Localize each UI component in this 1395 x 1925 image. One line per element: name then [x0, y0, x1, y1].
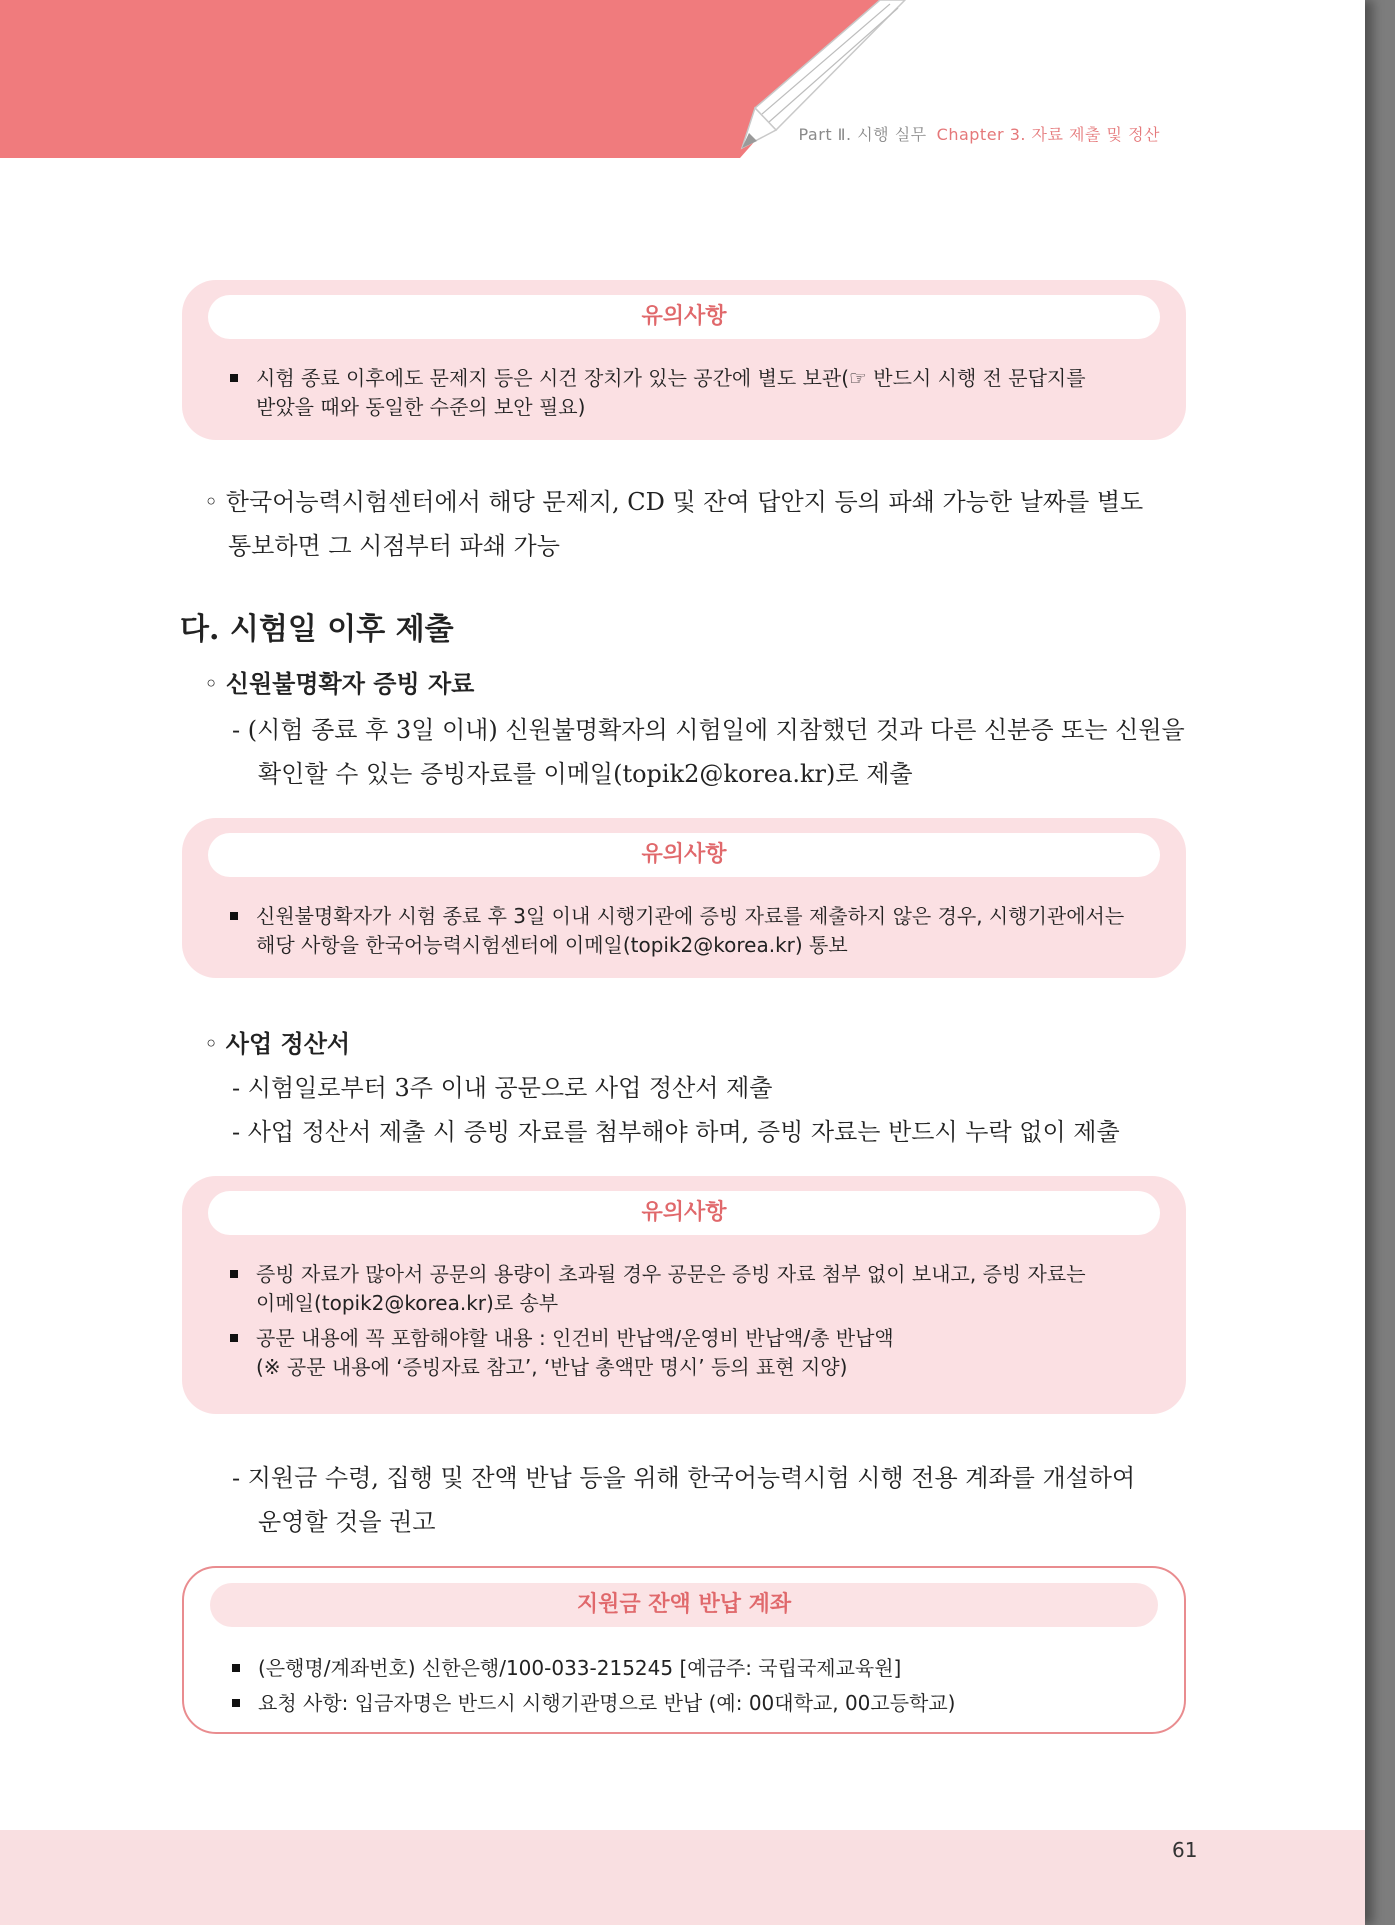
notice-line: 이메일(topik2@korea.kr)로 송부 — [256, 1291, 559, 1315]
account-line: (은행명/계좌번호) 신한은행/100-033-215245 [예금주: 국립국제교육원] — [258, 1656, 902, 1680]
dash-marker: - — [232, 1464, 241, 1492]
paragraph-account — [232, 1456, 1135, 1500]
item-settlement-line1 — [232, 1066, 772, 1110]
notice-box-1 — [182, 280, 1186, 440]
header-part: Part Ⅱ. 시행 실무 — [798, 125, 927, 144]
account-line: 요청 사항: 입금자명은 반드시 시행기관명으로 반납 (예: 00대학교, 00고등학교) — [258, 1691, 956, 1715]
paragraph-line: 시험일로부터 3주 이내 공문으로 사업 정산서 제출 — [247, 1074, 773, 1102]
notice-title: 유의사항 — [208, 833, 1160, 877]
paragraph-line: (시험 종료 후 3일 이내) 신원불명확자의 시험일에 지참했던 것과 다른 신분증 또는 신원을 — [247, 716, 1185, 744]
notice-item — [230, 1260, 1162, 1318]
square-bullet-icon — [232, 1699, 240, 1707]
circle-bullet-icon: ◦ — [204, 670, 219, 698]
header-chapter: Chapter 3. 자료 제출 및 정산 — [936, 125, 1160, 144]
notice-list — [230, 1260, 1162, 1382]
item-settlement-line2 — [232, 1110, 1120, 1154]
item-identity-line1 — [232, 708, 1185, 752]
paragraph-shredding-cont: 통보하면 그 시점부터 파쇄 가능 — [228, 532, 560, 560]
notice-line: 증빙 자료가 많아서 공문의 용량이 초과될 경우 공문은 증빙 자료 첨부 없이 보내고, 증빙 자료는 — [256, 1262, 1086, 1286]
dash-marker: - — [232, 1118, 241, 1146]
dash-marker: - — [232, 1074, 241, 1102]
paragraph-account-cont: 운영할 것을 권고 — [258, 1508, 436, 1536]
notice-item — [230, 364, 1162, 422]
square-bullet-icon — [230, 374, 238, 382]
square-bullet-icon — [230, 1334, 238, 1342]
paragraph-shredding — [204, 480, 1143, 524]
account-item — [232, 1654, 1160, 1683]
footer-band — [0, 1830, 1365, 1925]
circle-bullet-icon: ◦ — [204, 488, 219, 516]
header-band — [0, 0, 1365, 160]
dash-marker: - — [232, 716, 241, 744]
account-list — [232, 1654, 1160, 1718]
notice-line: 받았을 때와 동일한 수준의 보안 필요) — [256, 395, 586, 419]
notice-line: (※ 공문 내용에 ‘증빙자료 참고’, ‘반납 총액만 명시’ 등의 표현 지양) — [256, 1355, 848, 1379]
notice-item — [230, 902, 1162, 960]
notice-item — [230, 1324, 1162, 1382]
running-header — [799, 122, 1161, 145]
notice-box-2 — [182, 818, 1186, 978]
item-identity-heading — [204, 662, 474, 706]
paragraph-line: 사업 정산서 제출 시 증빙 자료를 첨부해야 하며, 증빙 자료는 반드시 누락 없이 제출 — [247, 1118, 1120, 1146]
item-title: 신원불명확자 증빙 자료 — [225, 669, 475, 698]
section-heading: 다. 시험일 이후 제출 — [180, 612, 454, 647]
circle-bullet-icon: ◦ — [204, 1030, 219, 1058]
paragraph-line: 지원금 수령, 집행 및 잔액 반납 등을 위해 한국어능력시험 시행 전용 계좌를 개설하여 — [247, 1464, 1136, 1492]
square-bullet-icon — [230, 912, 238, 920]
notice-list — [230, 364, 1162, 422]
notice-line: 공문 내용에 꼭 포함해야할 내용 : 인건비 반납액/운영비 반납액/총 반납액 — [256, 1326, 894, 1350]
square-bullet-icon — [232, 1664, 240, 1672]
page-number: 61 — [1172, 1838, 1198, 1862]
account-box — [182, 1566, 1186, 1734]
item-settlement-heading — [204, 1022, 350, 1066]
notice-title: 유의사항 — [208, 1191, 1160, 1235]
item-identity-line2: 확인할 수 있는 증빙자료를 이메일(topik2@korea.kr)로 제출 — [258, 760, 913, 788]
item-title: 사업 정산서 — [225, 1029, 351, 1058]
account-item — [232, 1689, 1160, 1718]
notice-list — [230, 902, 1162, 960]
notice-line: 해당 사항을 한국어능력시험센터에 이메일(topik2@korea.kr) 통보 — [256, 933, 848, 957]
square-bullet-icon — [230, 1270, 238, 1278]
paragraph-line: 한국어능력시험센터에서 해당 문제지, CD 및 잔여 답안지 등의 파쇄 가능한 날짜를 별도 — [225, 488, 1144, 516]
notice-line: 신원불명확자가 시험 종료 후 3일 이내 시행기관에 증빙 자료를 제출하지 않은 경우, 시행기관에서는 — [256, 904, 1125, 928]
notice-box-3 — [182, 1176, 1186, 1414]
notice-line: 시험 종료 이후에도 문제지 등은 시건 장치가 있는 공간에 별도 보관(☞ 반드시 시행 전 문답지를 — [256, 366, 1086, 390]
notice-title: 유의사항 — [208, 295, 1160, 339]
account-box-title: 지원금 잔액 반납 계좌 — [210, 1583, 1158, 1627]
